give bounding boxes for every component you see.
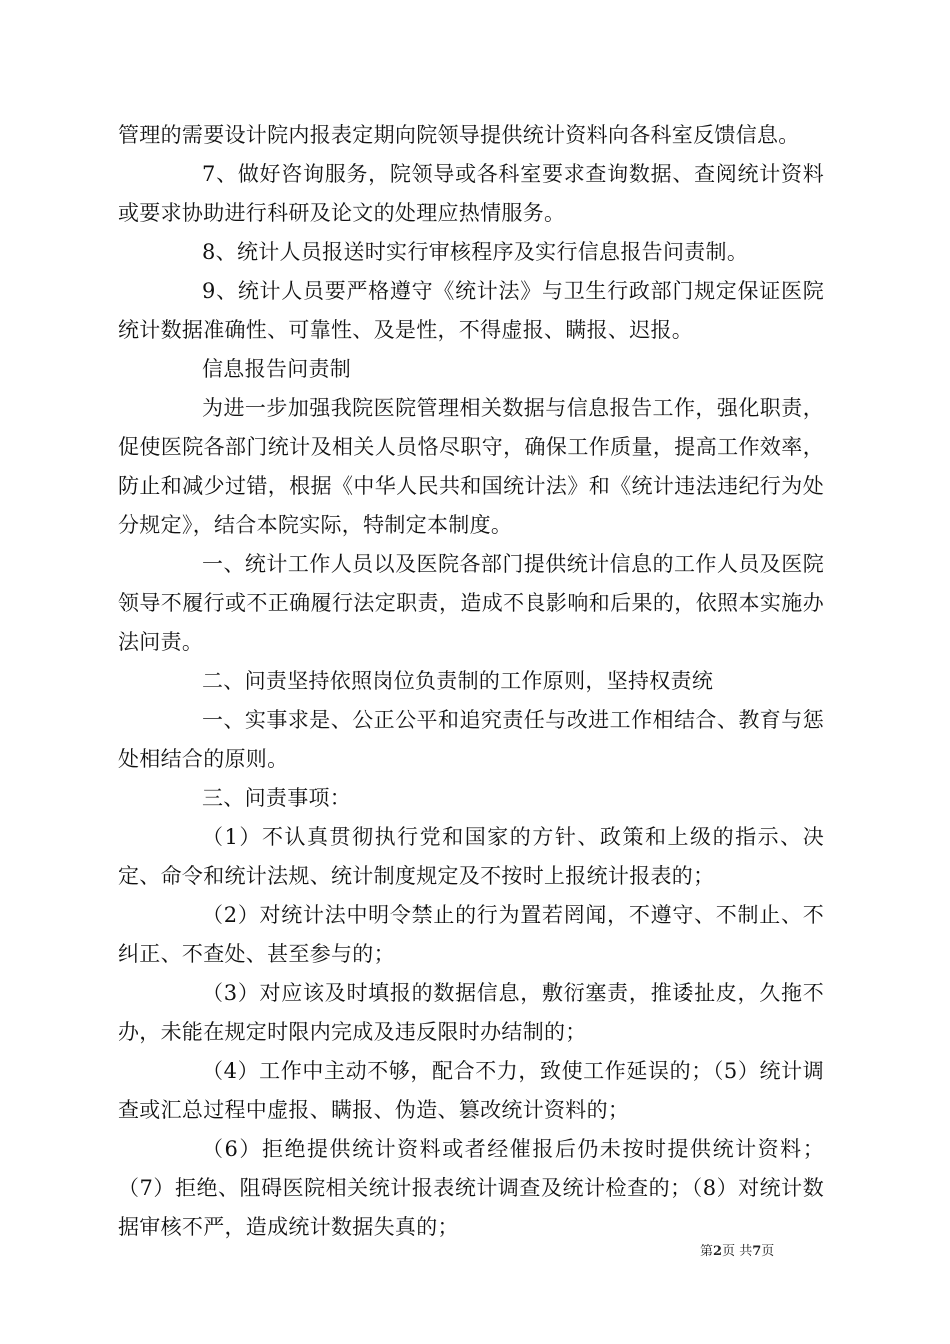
total-page-number: 7 — [752, 1244, 762, 1259]
section-heading: 信息报告问责制 — [202, 357, 352, 381]
current-page-number: 2 — [713, 1244, 723, 1259]
footer-prefix: 第 — [700, 1244, 714, 1259]
paragraph-8: 二、问责坚持依照岗位负责制的工作原则，坚持权责统 — [202, 669, 714, 693]
paragraph-4: 9、统计人员要严格遵守《统计法》与卫生行政部门规定保证医院统计数据准确性、可靠性、及是性，不得虚报、瞒报、迟报。 — [118, 279, 824, 342]
footer-suffix: 页 — [761, 1244, 775, 1259]
paragraph-11: （1）不认真贯彻执行党和国家的方针、政策和上级的指示、决定、命令和统计法规、统计制度规定及不按时上报统计报表的； — [118, 825, 824, 888]
paragraph-13: （3）对应该及时填报的数据信息，敷衍塞责，推诿扯皮，久拖不办，未能在规定时限内完成及违反限时办结制的； — [118, 981, 824, 1044]
footer-middle: 页 共 — [722, 1244, 753, 1259]
paragraph-1: 管理的需要设计院内报表定期向院领导提供统计资料向各科室反馈信息。 — [118, 123, 800, 147]
document-body — [118, 116, 824, 1247]
paragraph-6: 为进一步加强我院医院管理相关数据与信息报告工作，强化职责，促使医院各部门统计及相关人员恪尽职守，确保工作质量，提高工作效率，防止和减少过错，根据《中华人民共和国统计法》和《统计违法违纪行为处分规定》，结合本院实际，特制定本制度。 — [118, 396, 824, 537]
paragraph-10: 三、问责事项： — [202, 786, 352, 810]
paragraph-7: 一、统计工作人员以及医院各部门提供统计信息的工作人员及医院领导不履行或不正确履行法定职责，造成不良影响和后果的，依照本实施办法问责。 — [118, 552, 824, 654]
paragraph-3: 8、统计人员报送时实行审核程序及实行信息报告问责制。 — [202, 240, 749, 264]
page-footer — [700, 1240, 774, 1259]
paragraph-12: （2）对统计法中明令禁止的行为置若罔闻，不遵守、不制止、不纠正、不查处、甚至参与的； — [118, 903, 824, 966]
paragraph-14: （4）工作中主动不够，配合不力，致使工作延误的；（5）统计调查或汇总过程中虚报、瞒报、伪造、篡改统计资料的； — [118, 1059, 824, 1122]
paragraph-9: 一、实事求是、公正公平和追究责任与改进工作相结合、教育与惩处相结合的原则。 — [118, 708, 824, 771]
paragraph-2: 7、做好咨询服务，院领导或各科室要求查询数据、查阅统计资料或要求协助进行科研及论文的处理应热情服务。 — [118, 162, 824, 225]
paragraph-15: （6）拒绝提供统计资料或者经催报后仍未按时提供统计资料；（7）拒绝、阻碍医院相关统计报表统计调查及统计检查的；（8）对统计数据审核不严，造成统计数据失真的； — [118, 1137, 824, 1239]
